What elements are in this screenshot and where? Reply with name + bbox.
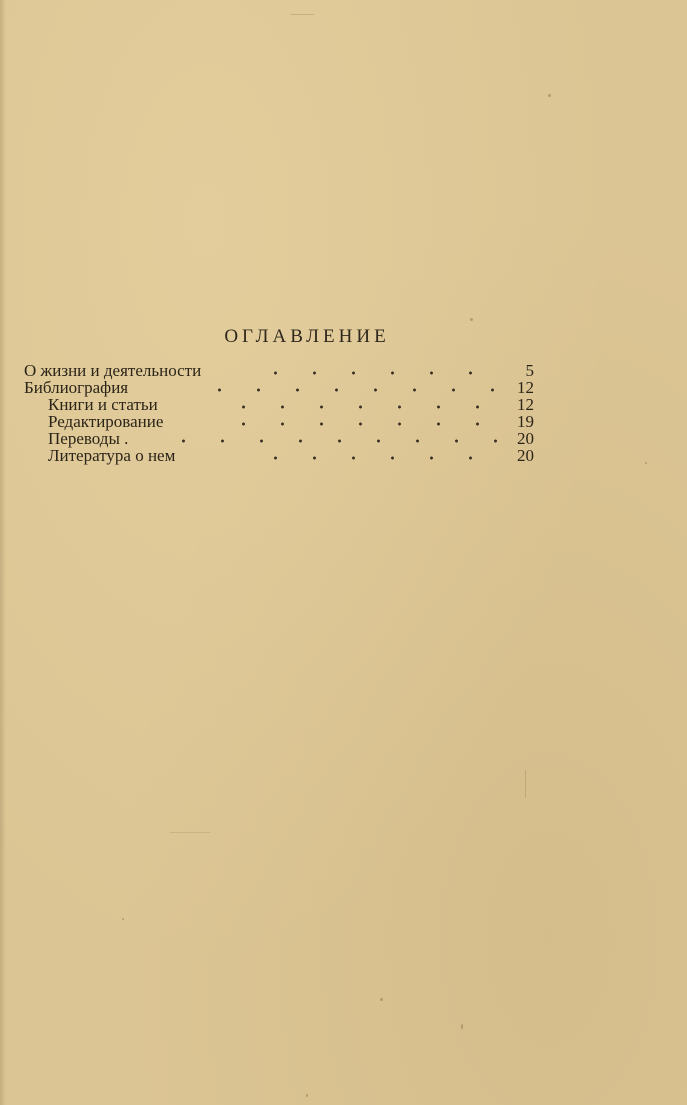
table-of-contents — [24, 362, 534, 464]
paper-fiber — [290, 14, 314, 15]
toc-subentry — [24, 430, 534, 447]
toc-entry-label: Переводы . — [48, 429, 129, 448]
paper-speck — [461, 1024, 463, 1029]
page-edge-shadow — [0, 0, 6, 1105]
toc-entry-page: 12 — [517, 378, 534, 397]
paper-speck — [645, 462, 647, 464]
toc-entry-page: 12 — [517, 395, 534, 414]
toc-entry-page: 20 — [517, 429, 534, 448]
toc-entry — [24, 362, 534, 379]
dot-leader — [224, 399, 506, 411]
toc-subentry — [24, 447, 534, 464]
toc-entry — [24, 379, 534, 396]
toc-subentry — [24, 413, 534, 430]
paper-speck — [548, 94, 551, 97]
paper-speck — [380, 998, 383, 1001]
dot-leader — [224, 416, 506, 428]
dot-leader — [200, 382, 506, 394]
toc-entry-label: О жизни и деятельности — [24, 361, 202, 380]
paper-fiber — [170, 832, 210, 833]
paper-speck — [470, 318, 473, 321]
toc-entry-label: Литература о нем — [48, 446, 176, 465]
toc-entry-page: 19 — [517, 412, 534, 431]
toc-entry-page: 5 — [525, 361, 534, 380]
toc-entry-label: Книги и статьи — [48, 395, 158, 414]
paper-speck — [122, 918, 124, 920]
dot-leader — [164, 433, 506, 445]
dot-leader — [256, 450, 506, 462]
paper-speck — [306, 1094, 308, 1097]
toc-entry-page: 20 — [517, 446, 534, 465]
page-title: ОГЛАВЛЕНИЕ — [224, 326, 390, 347]
toc-subentry — [24, 396, 534, 413]
paper-fiber — [525, 770, 526, 798]
toc-entry-label: Редактирование — [48, 412, 164, 431]
dot-leader — [256, 365, 506, 377]
toc-entry-label: Библиография — [24, 378, 129, 397]
